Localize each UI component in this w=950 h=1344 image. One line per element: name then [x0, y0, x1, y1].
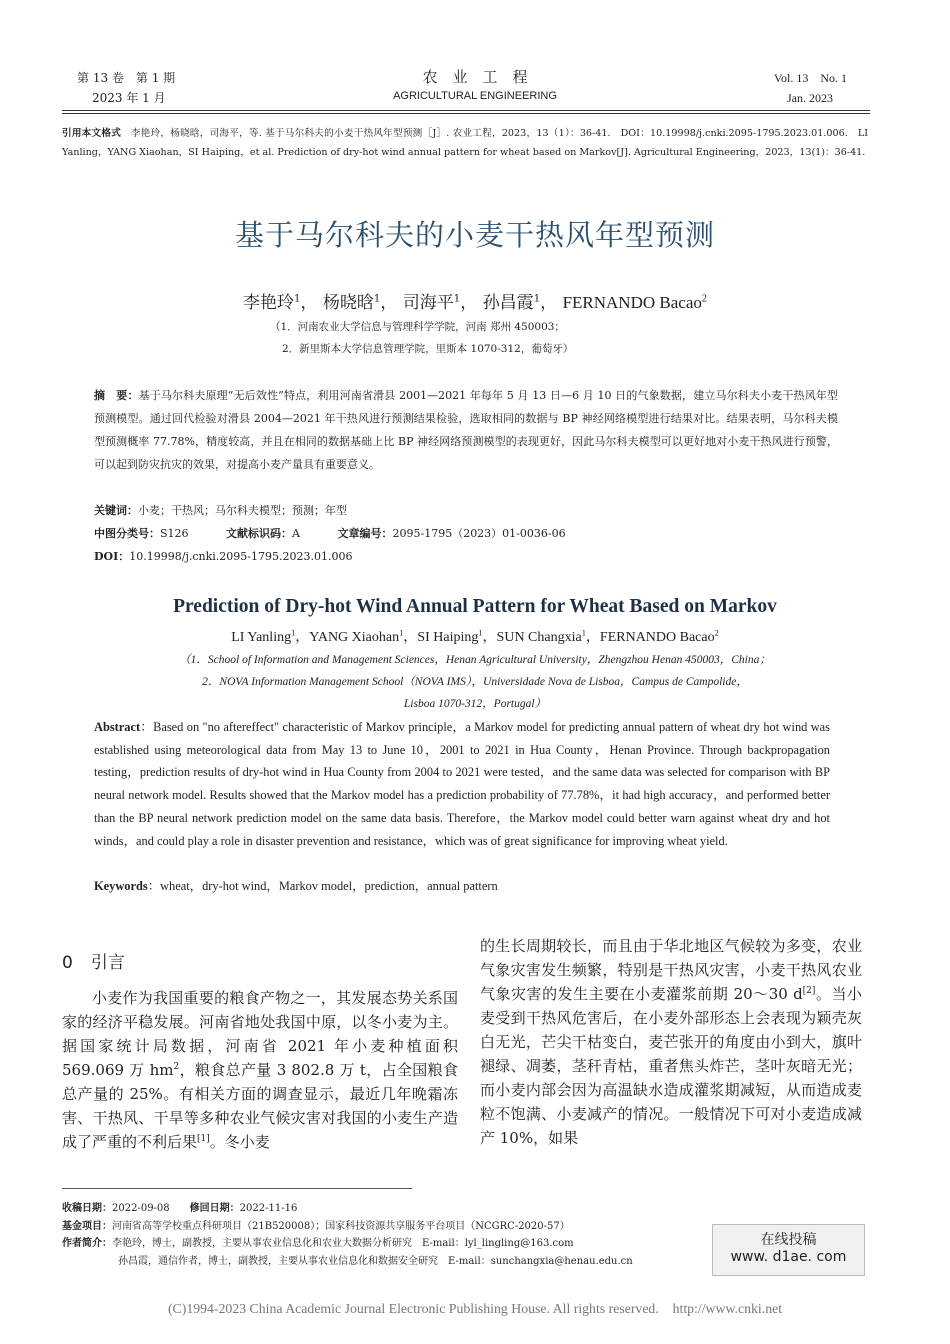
header-date-cn: 2023 年 1 月	[92, 91, 166, 105]
keywords-cn: 关键词：小麦；干热风；马尔科夫模型；预测；年型	[94, 504, 347, 517]
abstract-en	[94, 716, 830, 852]
abstract-en-text: ：Based on "no aftereffect" characteristic of Markov principle，a Markov model for predicting annual pattern of wheat dry hot wind was established using meteorological data from May 13 to June 10，2001 to 2021 in Hua County，Henan Province. Through backpropagation testing，prediction results of dry-hot wind in Hua County from 2004 to 2021 were tested，and the same data was selected for comparison with BP neural network model. Results showed that the Markov model has a prediction probability of 77.78%，it had high accuracy，and performed better than the BP neural network prediction model on the same data basis. Therefore，the Markov model could better warn against wheat dry and hot winds，and could play a role in disaster prevention and resistance，which was of great significance for improving wheat yield.	[94, 720, 830, 848]
section-heading: 0 引言	[62, 953, 125, 973]
author-en-1: LI Yanling$^1$	[231, 628, 296, 645]
affiliation-en-3: Lisboa 1070-312，Portugal）	[403, 698, 547, 710]
classification-line: 中图分类号：S126 文献标识码：A 文章编号：2095-1795（2023）01-0036-06	[94, 527, 566, 540]
affiliation-en-1: （1．School of Information and Management Sciences，Henan Agricultural University，Zhengzhou Henan 450003，China；	[179, 654, 771, 666]
abstract-cn	[94, 384, 838, 476]
affiliation-en-2: 2．NOVA Information Management School（NOVA IMS），Universidade Nova de Lisboa，Campus de Campolide，	[202, 676, 748, 688]
affiliation-cn-2: 2．新里斯本大学信息管理学院，里斯本 1070-312，葡萄牙）	[282, 343, 574, 355]
body-right-paragraph: 的生长周期较长，而且由于华北地区气候较为多变，农业气象灾害发生频繁，特别是干热风灾害，小麦干热风农业气象灾害的发生主要在小麦灌浆前期 20～30 d[2]。当小麦受到干热风危害后，在小麦外部形态上会表现为颖壳灰白无光，芒尖干枯变白，麦芒张开的角度由小到大，旗叶褪绿、凋萎，茎秆青枯，重者焦头炸芒，茎叶灰暗无光；而小麦内部会因为高温缺水造成灌浆期减短，从而造成麦粒不饱满、小麦减产的情况。一般情况下可对小麦造成减产 10%，如果	[480, 937, 862, 1147]
footnote-bio-2: 孙昌霞，通信作者，博士，副教授，主要从事农业信息化和数据安全研究 E-mail：sunchangxia@henau.edu.cn	[118, 1255, 633, 1267]
header-volume-issue: 第 13 卷 第 1 期	[77, 71, 176, 85]
header-rule-thin	[62, 113, 870, 114]
author-cn-2: 杨晓晗$^1$	[322, 293, 381, 313]
online-submission-stamp[interactable]	[712, 1224, 865, 1276]
doi-line: DOI：10.19998/j.cnki.2095-1795.2023.01.006	[94, 550, 353, 563]
header-rule	[62, 110, 870, 111]
citation-block	[62, 124, 868, 162]
footnote-rule	[62, 1188, 412, 1189]
author-cn-5: FERNANDO Bacao$^2$	[562, 293, 707, 312]
author-en-3: SI Haiping$^1$	[417, 628, 483, 645]
copyright-line: (C)1994-2023 China Academic Journal Electronic Publishing House. All rights reserved. http://www.cnki.net	[167, 1301, 783, 1316]
abstract-en-label: Abstract	[94, 720, 141, 734]
author-en-2: YANG Xiaohan$^1$	[309, 628, 404, 645]
abstract-cn-text: 基于马尔科夫原理“无后效性”特点，利用河南省滑县 2001—2021 年每年 5 月 13 日—6 月 10 日的气象数据，建立马尔科夫小麦干热风年型预测模型。通过回代检验对滑县 2004—2021 年干热风进行预测结果检验，选取相同的数据与 BP 神经网络模型进行结果对比。结果表明，马尔科夫模型预测概率 77.78%，精度较高，并且在相同的数据基础上比 BP 神经网络预测模型的表现更好，因此马尔科夫模型可以更好地对小麦干热风进行预警，可以起到防灾抗灾的效果，对提高小麦产量具有重要意义。	[94, 389, 838, 471]
footnote-dates: 收稿日期：2022-09-08 修回日期：2022-11-16	[62, 1203, 298, 1214]
abstract-cn-label: 摘 要：	[94, 389, 139, 402]
footnote-bio: 作者简介：李艳玲，博士，副教授，主要从事农业信息化和农业大数据分析研究 E-mail：lyl_lingling@163.com	[62, 1238, 574, 1249]
author-cn-3: 司海平$^1$	[402, 293, 461, 313]
header-journal-en: AGRICULTURAL ENGINEERING	[393, 90, 557, 102]
stamp-line1: 在线投稿	[760, 1232, 817, 1248]
author-en-4: SUN Changxia$^1$	[496, 628, 586, 645]
stamp-line2: www. d1ae. com	[730, 1249, 847, 1265]
header-volume-en: Vol. 13 No. 1	[773, 71, 847, 85]
body-left-paragraph: 小麦作为我国重要的粮食产物之一，其发展态势关系国家的经济平稳发展。河南省地处我国中原，以冬小麦为主。据国家统计局数据，河南省 2021 年小麦种植面积 569.069 万 $hm^2$，粮食总产量 3 802.8 万 t，占全国粮食总产量的 25%。有相关方面的调查显示，最近几年晚霜冻害、干热风、干旱等多种农业气候灾害对我国的小麦生产造成了严重的不利后果[1]。冬小麦	[62, 989, 458, 1151]
keywords-en: Keywords：wheat，dry-hot wind，Markov model，prediction，annual pattern	[94, 879, 498, 893]
footnote-fund: 基金项目：河南省高等学校重点科研项目（21B520008）；国家科技资源共享服务平台项目（NCGRC-2020-57）	[62, 1220, 570, 1232]
authors-en: LI Yanling$^1$，YANG Xiaohan$^1$，SI Haiping$^1$，SUN Changxia$^1$，FERNANDO Bacao$^2$	[231, 628, 719, 645]
author-cn-1: 李艳玲$^1$	[243, 293, 301, 313]
header-journal-cn: 农 业 工 程	[422, 68, 528, 86]
paper-title-cn: 基于马尔科夫的小麦干热风年型预测	[234, 218, 715, 252]
citation-text: 李艳玲，杨晓晗，司海平，等. 基于马尔科夫的小麦干热风年型预测［J］. 农业工程，2023，13（1）：36-41. DOI：10.19998/j.cnki.2095-1795.2023.01.006. LI Yanling，YANG Xiaohan，SI Haiping，et al. Prediction of dry-hot wind annual pattern for wheat based on Markov[J]. Agricultural Engineering，2023，13(1)：36-41.	[62, 128, 869, 158]
citation-label: 引用本文格式	[62, 128, 122, 139]
header-date-en: Jan. 2023	[787, 91, 833, 105]
paper-title-en: Prediction of Dry-hot Wind Annual Pattern for Wheat Based on Markov	[173, 596, 777, 617]
footnotes	[62, 1200, 702, 1270]
affiliation-cn-1: （1．河南农业大学信息与管理科学学院，河南 郑州 450003；	[270, 321, 565, 333]
author-cn-4: 孙昌霞$^1$	[482, 293, 541, 313]
author-en-5: FERNANDO Bacao$^2$	[599, 628, 719, 645]
authors-cn: 李艳玲$^1$， 杨晓晗$^1$， 司海平$^1$， 孙昌霞$^1$， FERNANDO Bacao$^2$	[243, 293, 707, 313]
